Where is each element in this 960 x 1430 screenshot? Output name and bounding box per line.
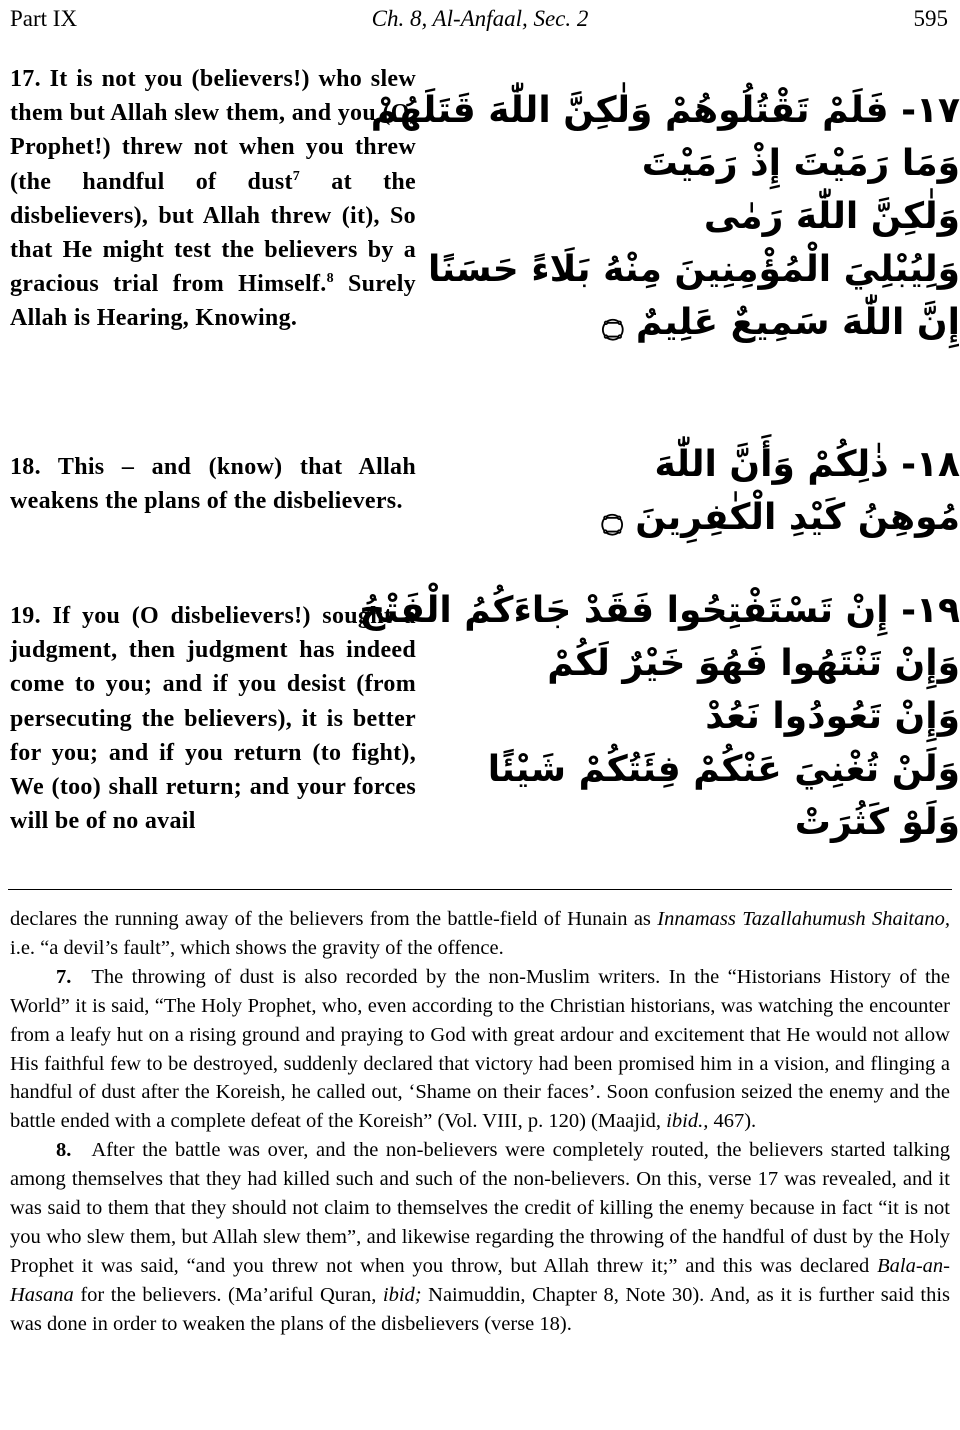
note-text: declares the running away of the believers from the battle-field of Hunain as [10,908,658,930]
verse-17-english [10,62,416,336]
verse-19-english: 19. If you (O disbelievers!) sought a judgment, then judgment has indeed come to you; and if you desist (from persecuting the believers), it is better for you; and if you return (to fight), We (too) shall return; and your forces will be of no avail [10,603,416,835]
footnote-divider [8,889,952,890]
arabic-line: مُوهِنُ كَيْدِ الْكٰفِرِينَ ۝ [601,497,960,538]
footnote-8-text: Naimuddin, Chapter 8, Note 30). And, as it is further said this was done in order to weaken the plans of the disbelievers (verse 18). [10,1283,950,1335]
footnote-ref-8[interactable]: 8 [326,271,334,287]
page-number: 595 [913,6,948,31]
page-header [10,4,950,34]
footnote-7-end: 467). [708,1110,757,1133]
arabic-line: وَلٰكِنَّ اللّٰهَ رَمٰى [703,196,960,237]
footnote-ref-7[interactable]: 7 [292,168,301,184]
note-text: i.e. “a devil’s fault”, which shows the gravity of the offence. [10,936,504,959]
footnote-8 [10,1136,950,1338]
footnote-8-number: 8. [56,1139,72,1162]
footnote-7-text: The throwing of dust is also recorded by the non-Muslim writers. In the “Historians History of the World” it is said, “The Holy Prophet, who, even according to the Christian historians, was watching the encounter from a leafy hut on a rising ground and praying to God with great ardour and excitement that He would not allow His faithful few to be destroyed, suddenly declared that victory had been promised him in a vision, and flinging a handful of dust after the Koreish, he called out, ‘Shame on their faces’. Soon confusion seized the enemy and the battle ended with a complete defeat of the Koreish” (Vol. VIII, p. 120) (Maajid, [10,965,950,1133]
verse-17-text-part1: 17. It is not you (believers!) who slew them but Allah slew them, and you (O, Prophet!) threw not when you threw (the handful of dust [10,66,416,195]
arabic-line: وَمَا رَمَيْتَ إِذْ رَمَيْتَ [641,143,960,184]
part-label: Part IX [10,6,78,31]
verse-17-text-part3: Surely Allah is Hearing, Knowing. [10,271,416,332]
arabic-line: وَلِيُبْلِيَ الْمُؤْمِنِينَ مِنْهُ بَلَاءً حَسَنًا [427,249,960,290]
footnote-8-italic: Bala-an-Hasana [10,1254,950,1306]
footnotes-section [10,905,950,1339]
arabic-line: وَلَنْ تُغْنِيَ عَنْكُمْ فِئَتُكُمْ شَيْئًا [487,749,960,790]
chapter-title: Ch. 8, Al-Anfaal, Sec. 2 [371,6,589,31]
footnote-8-text: After the battle was over, and the non-believers were completely routed, the believers started talking among themselves that they had killed such and such of the non-believers. On this, verse 17 was revealed, and it was said to them that they should not claim to themselves the credit of killing the enemy because in fact “it is not you who slew them, but Allah slew them”, and likewise regarding the throwing of the handful of dust by the Holy Prophet it was said, “and you threw not when you throw, but Allah threw it;” and this was declared [10,1139,950,1277]
verse-17-arabic [370,84,960,349]
verse-18-arabic [520,438,960,544]
note-continuation [10,905,950,963]
arabic-line: وَإِنْ تَنْتَهُوا فَهُوَ خَيْرٌ لَكُمْ [547,643,960,684]
verse-18-english: 18. This – and (know) that Allah weakens the plans of the disbelievers. [10,454,416,515]
footnote-7-italic: ibid., [666,1110,709,1133]
footnote-7-number: 7. [56,965,72,988]
footnote-8-text: for the believers. (Ma’ariful Quran, [73,1283,383,1306]
arabic-line: وَلَوْ كَثُرَتْ [794,802,960,843]
footnote-7 [10,963,950,1136]
arabic-line: ١٩- إِنْ تَسْتَفْتِحُوا فَقَدْ جَاءَكُمُ الْفَتْحُ [359,590,960,631]
arabic-line: ١٧- فَلَمْ تَقْتُلُوهُمْ وَلٰكِنَّ اللّٰهَ قَتَلَهُمْ [370,90,960,131]
verse-17-text-part2: at the disbelievers), but Allah threw (it), So that He might test the believers by a gracious trial from Himself. [10,168,416,298]
footnote-8-italic: ibid; [382,1283,422,1306]
arabic-line: ١٨- ذٰلِكُمْ وَأَنَّ اللّٰهَ [654,444,960,485]
arabic-line: وَإِنْ تَعُودُوا نَعُدْ [705,696,960,737]
verse-19-arabic [359,584,960,849]
arabic-line: إِنَّ اللّٰهَ سَمِيعٌ عَلِيمٌ ۝ [602,302,960,343]
note-italic-term: Innamass Tazallahumush Shaitano, [657,908,950,930]
